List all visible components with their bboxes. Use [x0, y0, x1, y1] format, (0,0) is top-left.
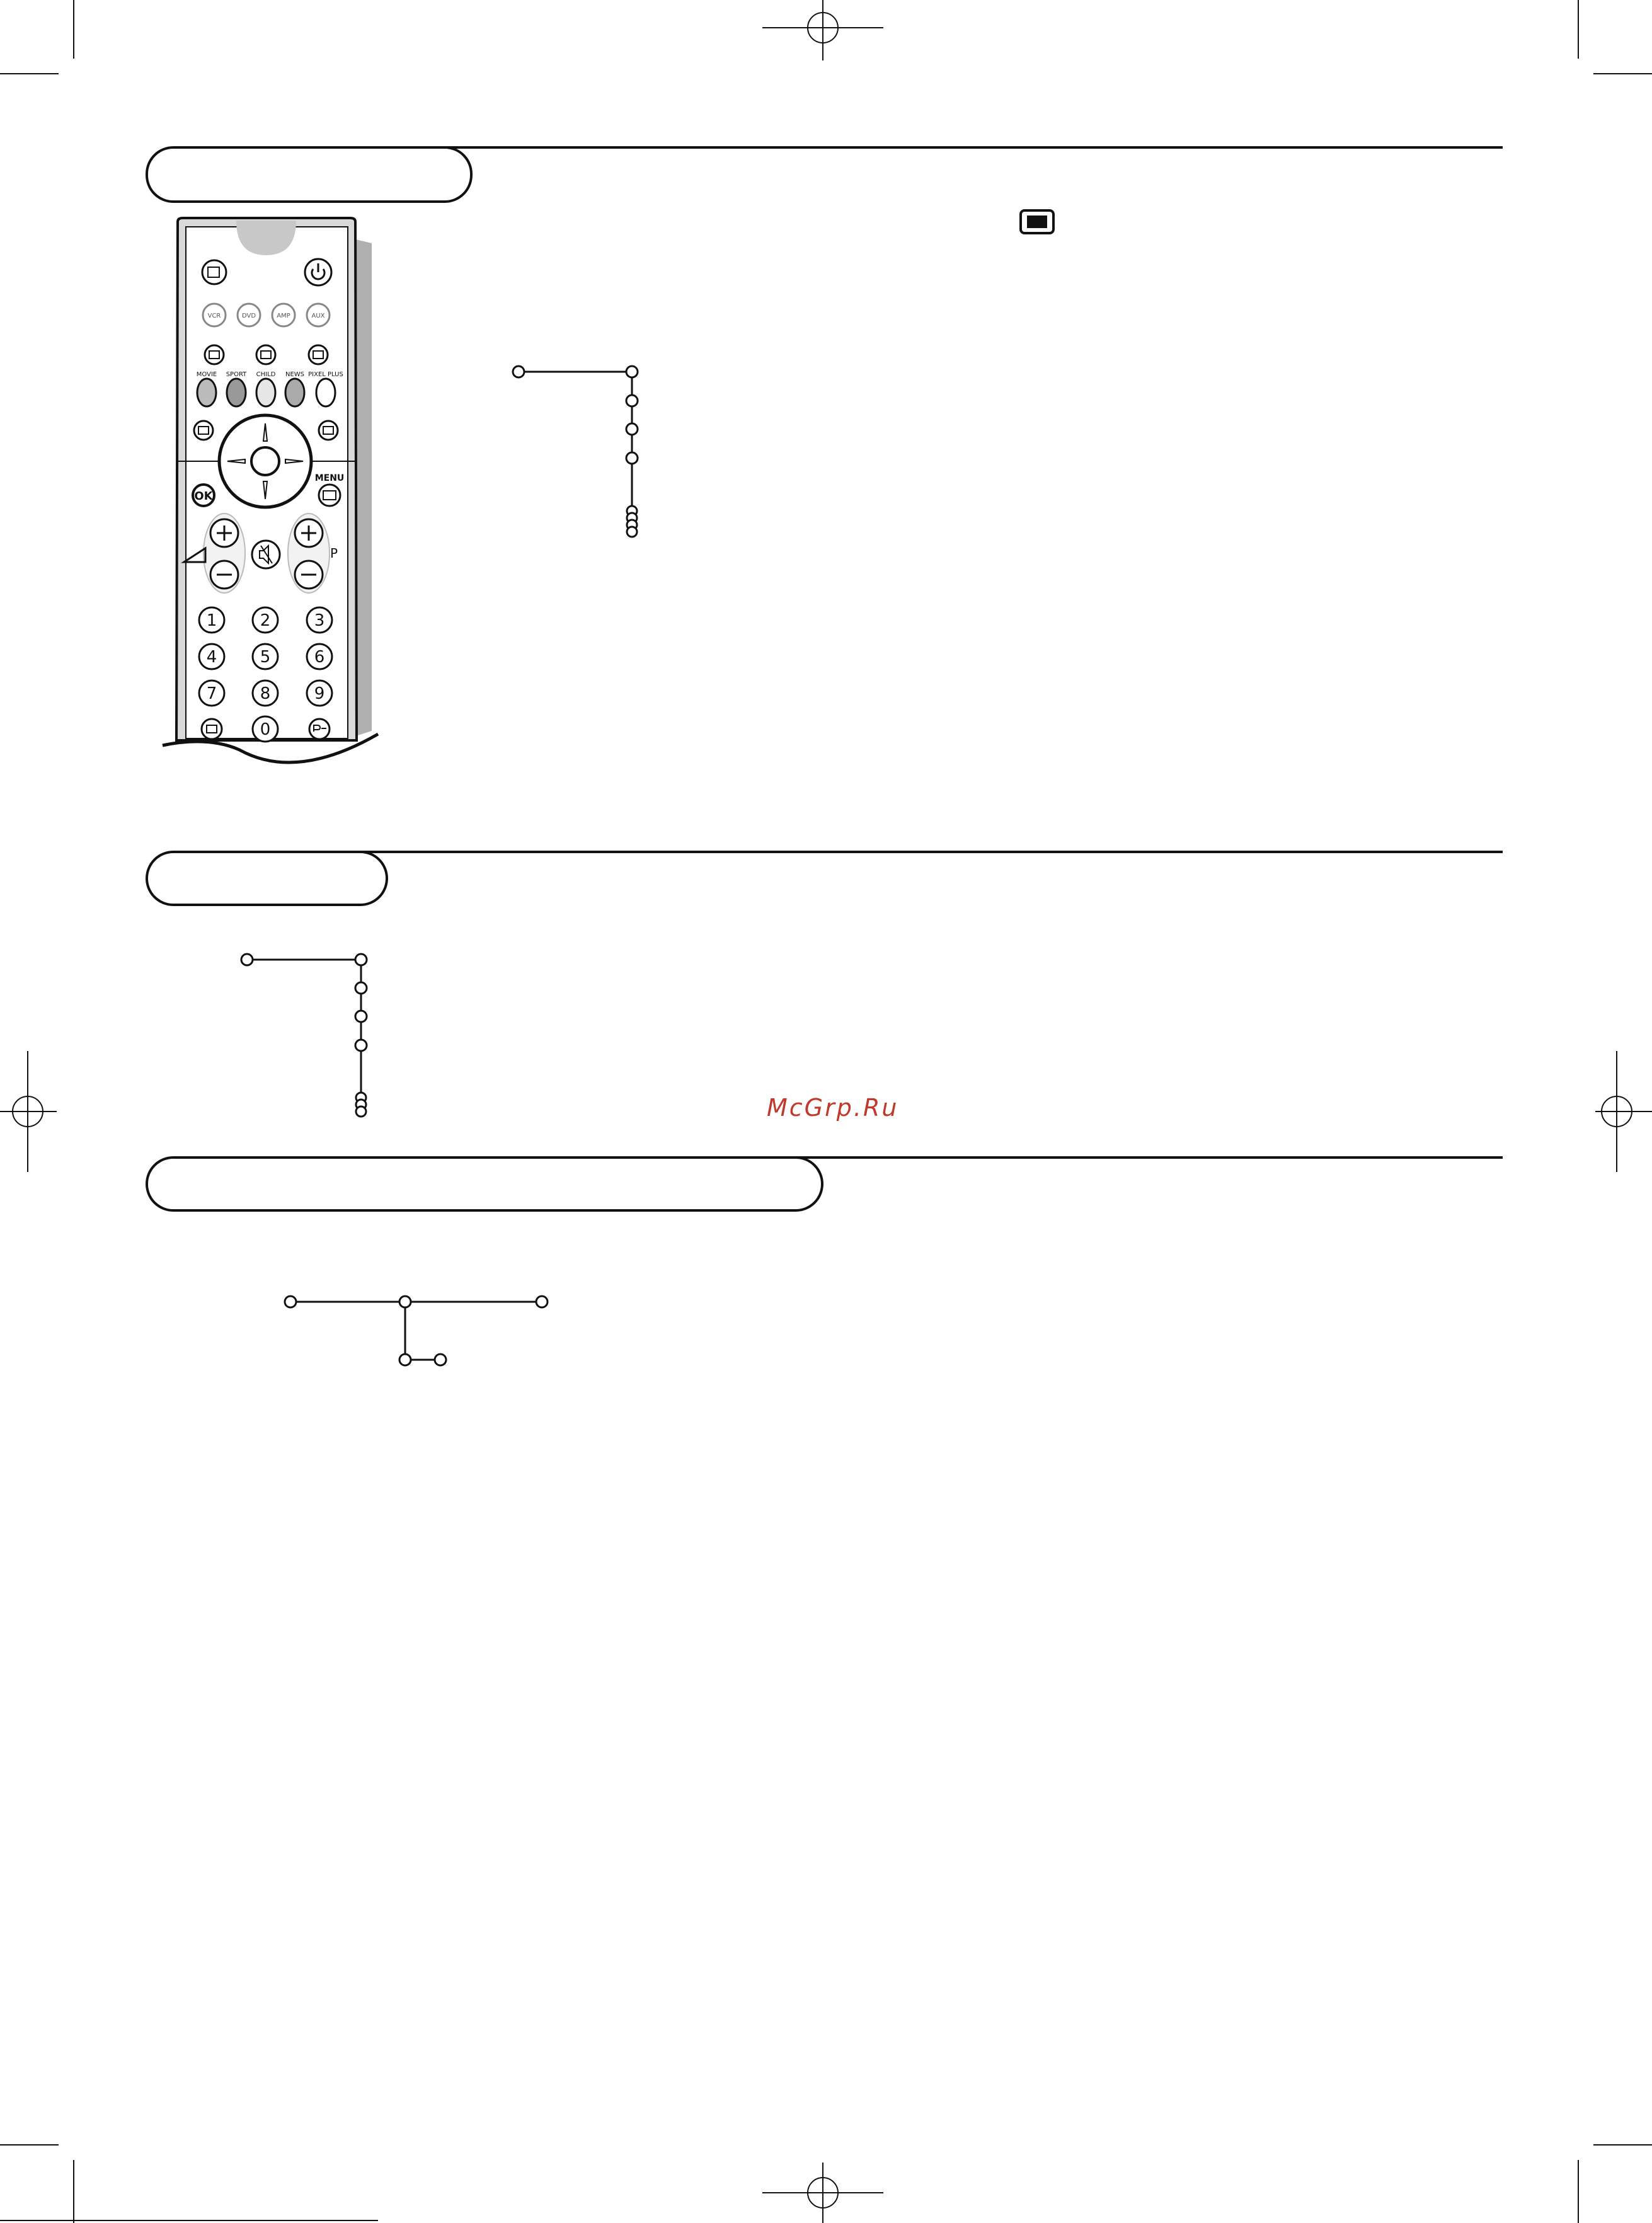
- active-control-button[interactable]: [194, 421, 213, 440]
- watermark-text: McGrp.Ru: [767, 1094, 899, 1122]
- pixel-plus-label: PIXEL PLUS: [308, 371, 343, 378]
- menu-tree-2: [241, 954, 367, 1117]
- amp-label: AMP: [277, 313, 290, 319]
- registration-mark-bottom: [762, 2163, 883, 2223]
- section-3-title-box: [147, 1157, 822, 1210]
- news-button[interactable]: [285, 379, 304, 406]
- section-2-header: [147, 852, 1503, 905]
- aux-label: AUX: [311, 313, 325, 319]
- ok-label: OK: [194, 490, 213, 503]
- digit-4-label: 4: [206, 648, 217, 667]
- registration-mark-left: [0, 1051, 57, 1172]
- movie-label: MOVIE: [196, 371, 217, 378]
- news-label: NEWS: [285, 371, 305, 378]
- registration-mark-top: [762, 0, 883, 60]
- digit-9-label: 9: [314, 684, 325, 703]
- digit-7-label: 7: [206, 684, 217, 703]
- menu-label: MENU: [314, 473, 345, 483]
- digit-8-label: 8: [260, 684, 271, 703]
- sport-label: SPORT: [226, 371, 247, 378]
- pixel-plus-button[interactable]: [316, 379, 335, 406]
- child-button[interactable]: [256, 379, 275, 406]
- movie-button[interactable]: [197, 379, 216, 406]
- digit-1-label: 1: [206, 611, 217, 630]
- remote-shadow: [356, 239, 372, 736]
- info-button[interactable]: [319, 421, 338, 440]
- digit-3-label: 3: [314, 611, 325, 630]
- vcr-label: VCR: [207, 313, 221, 319]
- screen-format-icon: [1021, 210, 1053, 233]
- child-label: CHILD: [256, 371, 276, 378]
- cursor-center-button[interactable]: [251, 447, 279, 475]
- digit-5-label: 5: [260, 648, 271, 667]
- section-3-header: [147, 1157, 1503, 1210]
- subtitle-button[interactable]: [309, 345, 328, 364]
- section-1-header: [147, 147, 1503, 202]
- menu-button[interactable]: [319, 485, 340, 506]
- menu-tree-3: [285, 1296, 548, 1365]
- digit-6-label: 6: [314, 648, 325, 667]
- sport-button[interactable]: [227, 379, 246, 406]
- teletext-mode-button[interactable]: [205, 345, 224, 364]
- digit-2-label: 2: [260, 611, 271, 630]
- digit-0-label: 0: [260, 720, 271, 739]
- remote-control: [163, 218, 378, 781]
- section-2-title-box: [147, 852, 387, 905]
- input-select-button[interactable]: [202, 260, 226, 284]
- menu-tree-1: [513, 366, 638, 537]
- dvd-label: DVD: [241, 313, 256, 319]
- section-1-title-box: [147, 147, 471, 202]
- swap-screen-button[interactable]: [202, 719, 222, 739]
- teletext-button[interactable]: [256, 345, 275, 364]
- program-label: P: [330, 546, 338, 561]
- registration-mark-right: [1595, 1051, 1652, 1172]
